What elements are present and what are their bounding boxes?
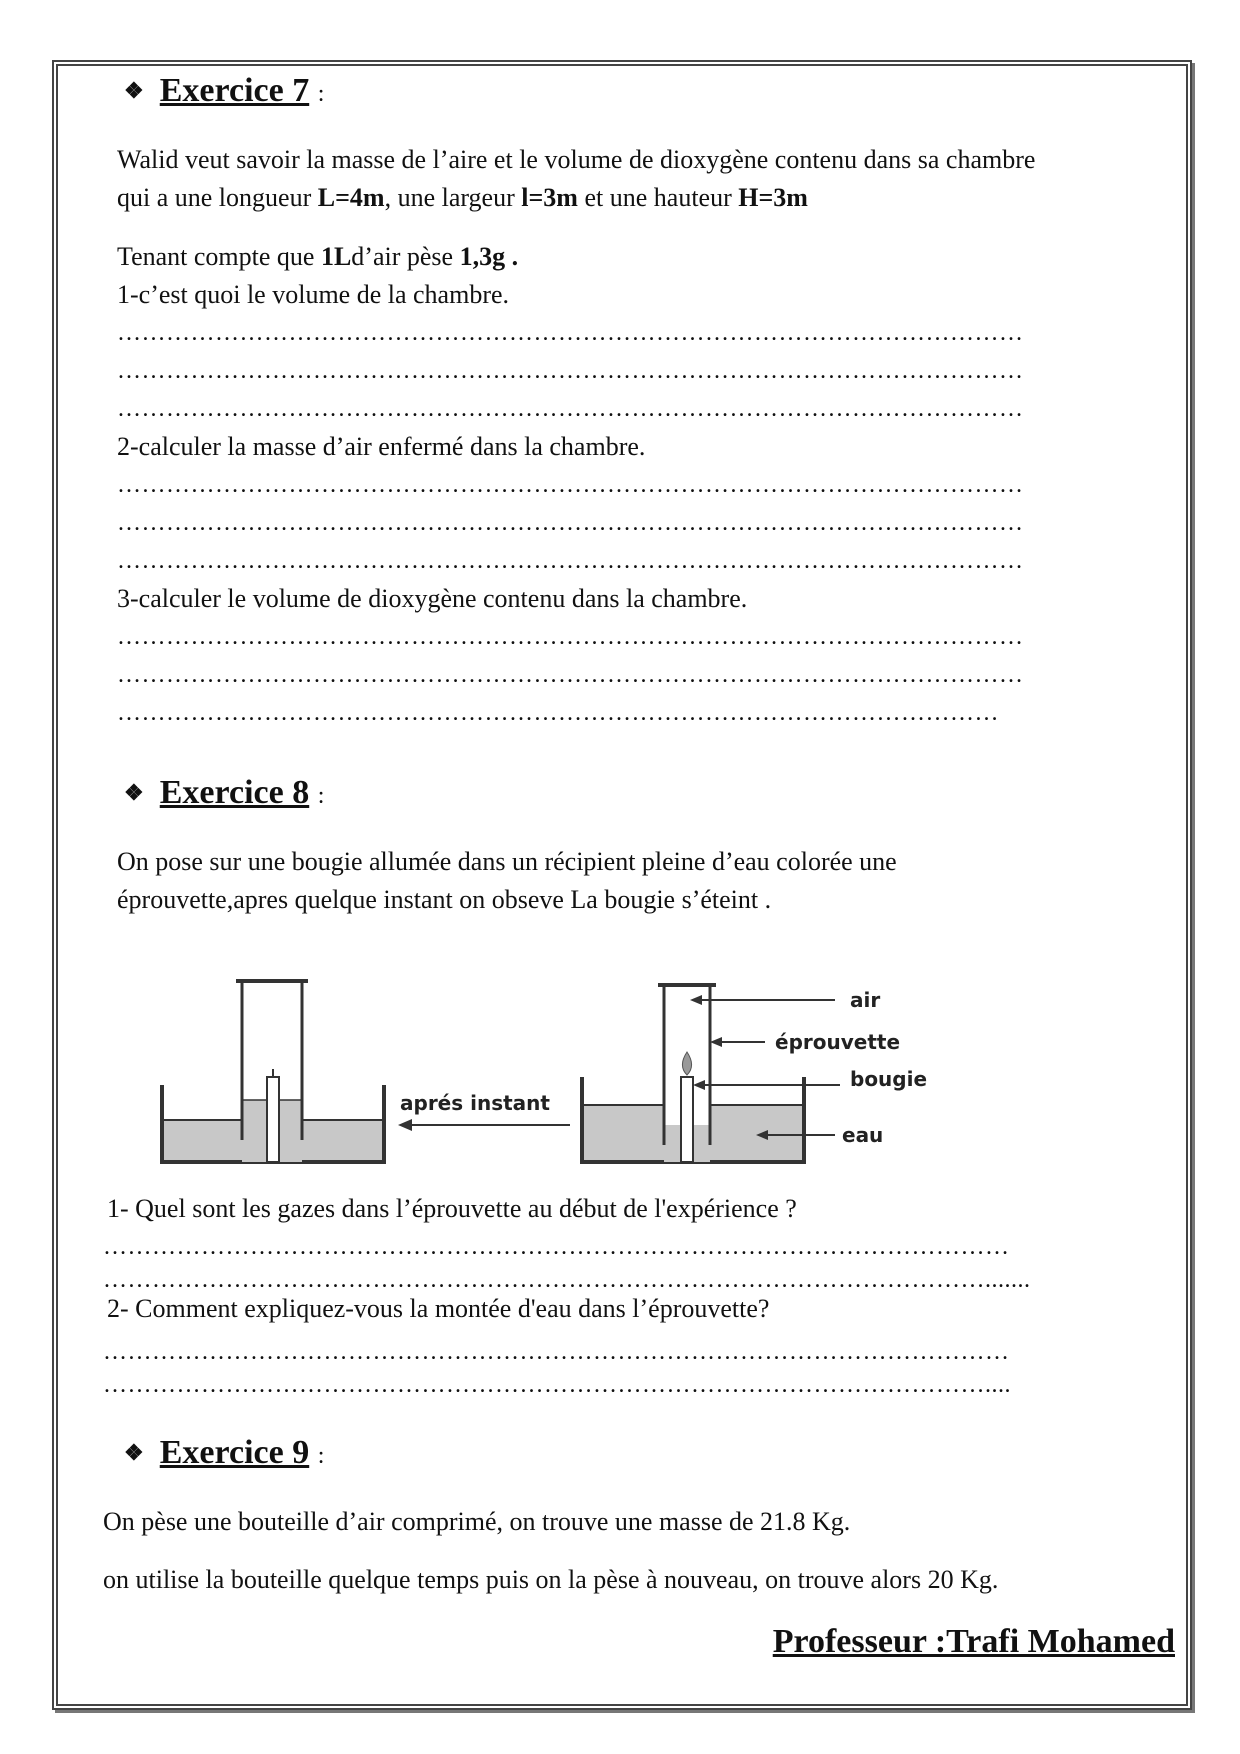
ex7-statement-line-2 — [117, 179, 808, 217]
arrow-head-icon — [710, 1037, 722, 1047]
answer-line[interactable]: ………………………………………………………………………………………………… — [117, 472, 1024, 498]
ex8-question-1: 1- Quel sont les gazes dans l’éprouvette au début de l'expérience ? — [107, 1194, 797, 1223]
length-value: L=4m — [317, 183, 385, 212]
text-span: qui a une longueur — [117, 183, 318, 212]
answer-line[interactable]: ………………………………………………………………………………………………… — [103, 1339, 1010, 1365]
height-value: H=3m — [738, 183, 808, 212]
experiment-diagram — [150, 965, 1010, 1175]
arrow-head-icon — [398, 1119, 412, 1131]
answer-line[interactable]: ……………………………………………………………………………………………… — [117, 700, 999, 726]
ex8-question-2: 2- Comment expliquez-vous la montée d'eau dans l’éprouvette? — [107, 1294, 770, 1323]
heading-colon: : — [317, 783, 325, 809]
arrow-label: aprés instant — [400, 1091, 550, 1115]
ex9-statement-line-1: On pèse une bouteille d’air comprimé, on trouve une masse de 21.8 Kg. — [103, 1507, 851, 1536]
answer-line[interactable]: ………………………………………………………………………………………………… — [117, 548, 1024, 574]
volume-value: 1L — [320, 242, 352, 271]
answer-line[interactable]: ………………………………………………………………………………………………… — [117, 510, 1024, 536]
left-candle — [267, 1077, 279, 1162]
teacher-signature: Professeur :Trafi Mohamed — [772, 1623, 1175, 1660]
answer-line[interactable]: ………………………………………………………………………………………………… — [117, 624, 1024, 650]
heading-colon: : — [317, 1443, 325, 1469]
ex7-question-3: 3-calculer le volume de dioxygène contenu dans la chambre. — [117, 584, 748, 613]
bullet-icon: ❖ — [124, 78, 144, 103]
ex7-question-2: 2-calculer la masse d’air enfermé dans la chambre. — [117, 432, 646, 461]
exercise-8-heading — [124, 774, 324, 812]
ex7-question-1: 1-c’est quoi le volume de la chambre. — [117, 280, 510, 309]
answer-line[interactable]: ………………………………………………………………………………………………… — [117, 320, 1024, 346]
ex9-statement-line-2: on utilise la bouteille quelque temps puis on la pèse à nouveau, on trouve alors 20 Kg. — [103, 1565, 999, 1594]
ex7-statement-line-1: Walid veut savoir la masse de l’aire et le volume de dioxygène contenu dans sa chambre — [117, 145, 1036, 174]
answer-line[interactable]: ………………………………………………………………………………………………....... — [103, 1267, 1031, 1293]
bullet-icon: ❖ — [124, 780, 144, 805]
exercise-9-heading — [124, 1434, 324, 1472]
exercise-7-title: Exercice 7 — [159, 72, 310, 109]
exercise-7-heading — [124, 72, 324, 110]
answer-line[interactable]: ………………………………………………………………………………………………… — [117, 396, 1024, 422]
ex8-statement-line-1: On pose sur une bougie allumée dans un récipient pleine d’eau colorée une — [117, 847, 897, 876]
mass-value: 1,3g . — [459, 242, 519, 271]
answer-line[interactable]: ……………………………………………………………………………………………….... — [103, 1372, 1011, 1398]
bullet-icon: ❖ — [124, 1440, 144, 1465]
label-candle: bougie — [850, 1067, 928, 1091]
text-span: et une hauteur — [577, 183, 739, 212]
text-span: d’air pèse — [351, 242, 460, 271]
label-air: air — [850, 988, 881, 1012]
label-tube: éprouvette — [775, 1030, 901, 1054]
answer-line[interactable]: ………………………………………………………………………………………………… — [117, 662, 1024, 688]
text-span: , une largeur — [384, 183, 522, 212]
ex8-statement-line-2: éprouvette,apres quelque instant on obseve La bougie s’éteint . — [117, 885, 772, 914]
exercise-9-title: Exercice 9 — [159, 1434, 310, 1471]
heading-colon: : — [317, 81, 325, 107]
label-water: eau — [842, 1123, 884, 1147]
right-candle — [681, 1077, 693, 1162]
answer-line[interactable]: ………………………………………………………………………………………………… — [117, 358, 1024, 384]
ex7-statement-line-3 — [117, 238, 518, 276]
answer-line[interactable]: ………………………………………………………………………………………………… — [103, 1234, 1010, 1260]
text-span: Tenant compte que — [117, 242, 321, 271]
exercise-8-title: Exercice 8 — [159, 774, 310, 811]
width-value: l=3m — [521, 183, 578, 212]
